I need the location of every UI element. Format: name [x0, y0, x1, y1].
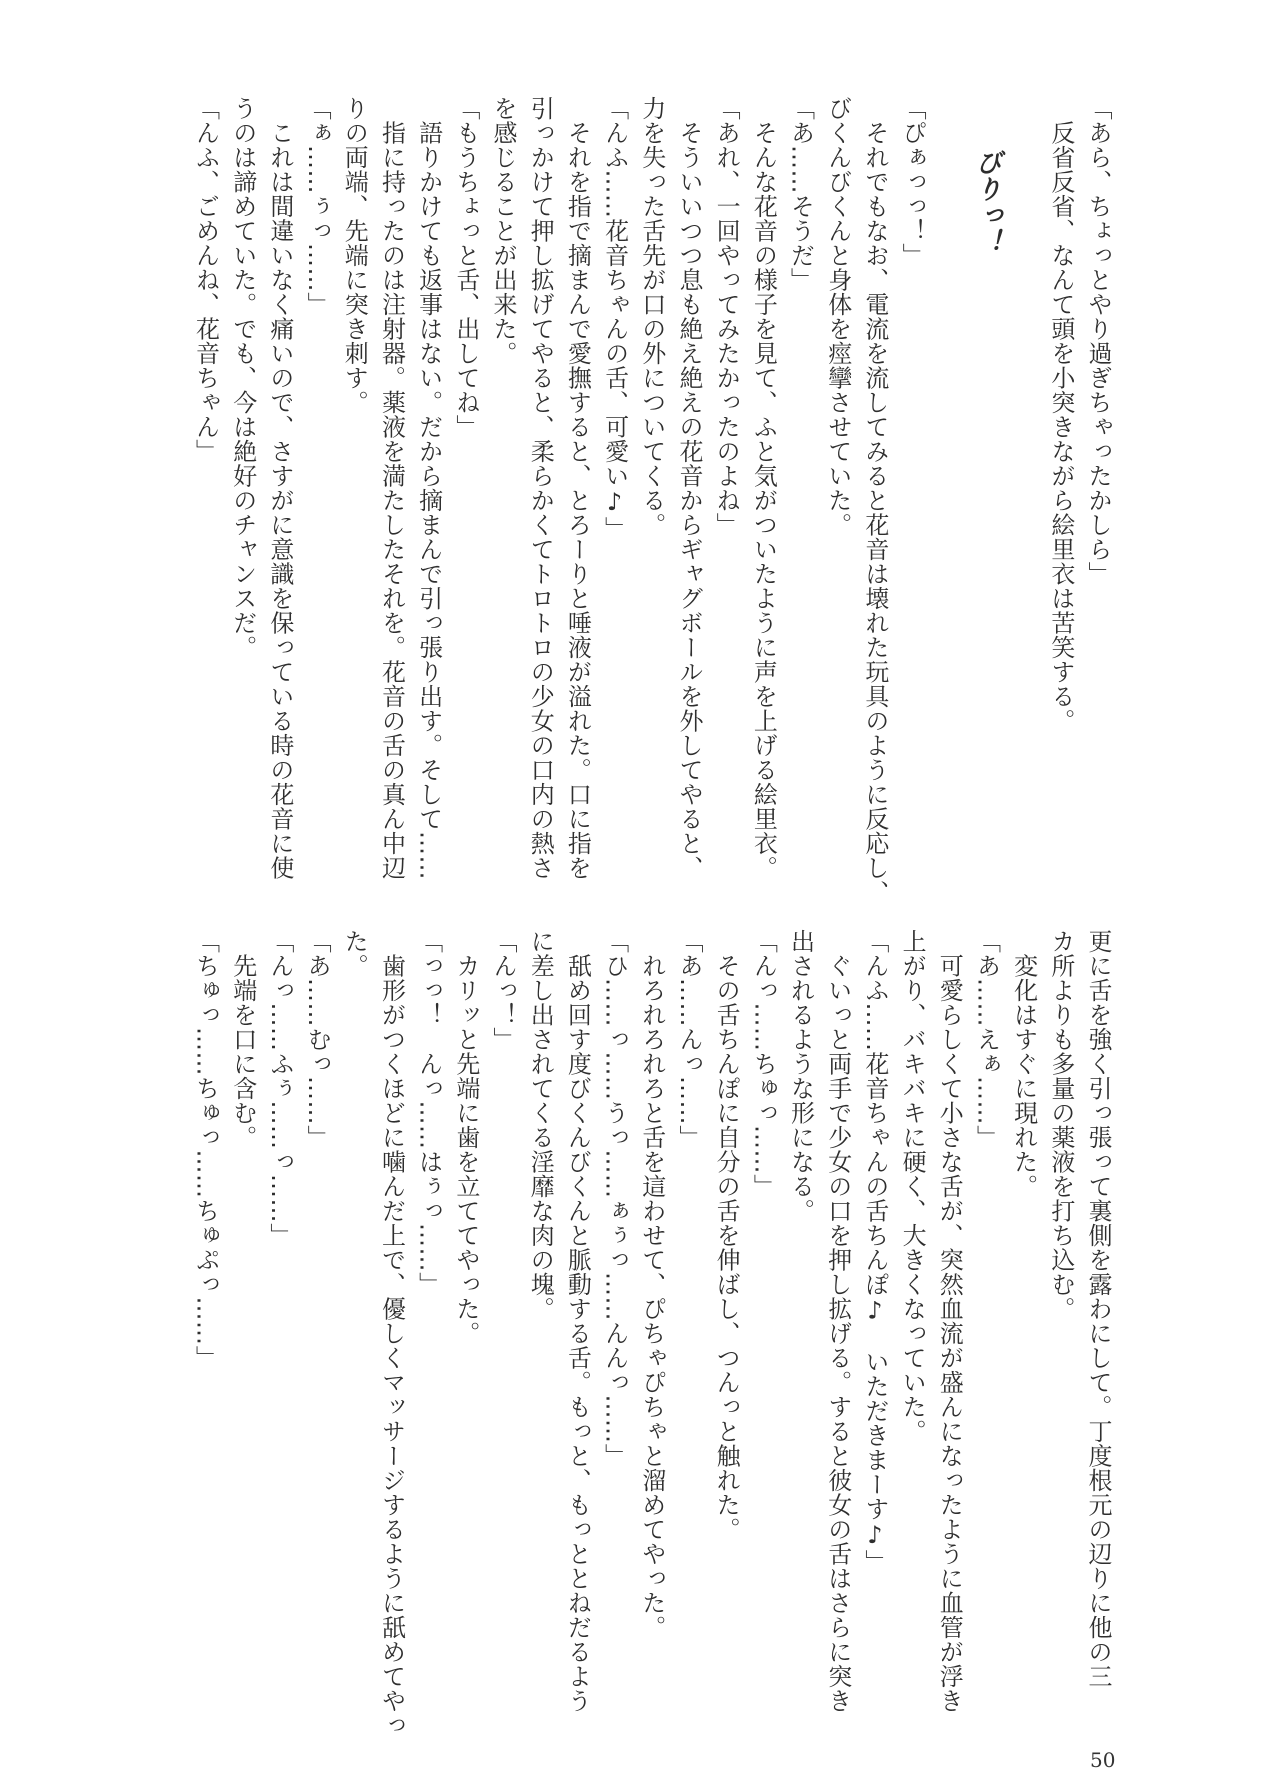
- text-line: 歯形がつくほどに噛んだ上で、優しくマッサージするように舐めてやっ: [377, 929, 406, 1738]
- text-line: れろれろれろと舌を這わせて、ぴちゃぴちゃと溜めてやった。: [637, 929, 666, 1640]
- text-line: 「んっ……ふぅ……っ……」: [265, 929, 294, 1248]
- text-line: 「あら、ちょっとやり過ぎちゃったかしら」: [1084, 96, 1112, 586]
- text-line: 更に舌を強く引っ張って裏側を露わにして。丁度根元の辺りに他の三: [1084, 929, 1112, 1689]
- text-line: 「んふ……花音ちゃんの舌、可愛い♪」: [600, 96, 629, 541]
- text-line: 上がり、バキバキに硬く、大きくなっていた。: [898, 929, 927, 1444]
- text-line: 「あ……むっ……」: [303, 929, 332, 1150]
- text-block-top: [186, 96, 1116, 905]
- text-line: その舌ちんぽに自分の舌を伸ばし、つんっと触れた。: [712, 929, 741, 1542]
- text-line: カリッと先端に歯を立ててやった。: [451, 929, 480, 1346]
- text-line: 舐め回す度びくんびくんと脈動する舌。もっと、もっととねだるよう: [563, 929, 592, 1713]
- text-line: 「あ……んっ……」: [674, 929, 703, 1150]
- text-line: うのは諦めていた。でも、今は絶好のチャンスだ。: [228, 96, 257, 660]
- text-line: そういいつつ息も絶え絶えの花音からギャグボールを外してやると、: [674, 96, 703, 880]
- blank-line: [1004, 96, 1041, 858]
- text-line: 語りかけても返事はない。だから摘まんで引っ張り出す。そして……: [414, 96, 443, 880]
- text-line: ぐいっと両手で少女の口を押し拡げる。すると彼女の舌はさらに突き: [823, 929, 852, 1713]
- text-line: を感じることが出来た。: [489, 96, 517, 366]
- text-line: 「ちゅっ……ちゅっ……ちゅぷっ……」: [191, 929, 220, 1370]
- text-line: これは間違いなく痛いので、さすがに意識を保っている時の花音に使: [265, 96, 294, 880]
- text-line: 反省反省、なんて頭を小突きながら絵里衣は苦笑する。: [1046, 96, 1075, 733]
- text-line: 「あ……そうだ」: [786, 96, 815, 292]
- blank-line: [930, 96, 967, 858]
- text-line: 引っかけて押し拡げてやると、柔らかくてトロトロの少女の口内の熱さ: [526, 96, 555, 880]
- text-line: それでもなお、電流を流してみると花音は壊れた玩具のように反応し、: [860, 96, 889, 905]
- text-line: 「ぴぁっっ！」: [898, 96, 927, 268]
- text-line: 「あ……えぁ……」: [972, 929, 1001, 1150]
- text-line: 先端を口に含む。: [228, 929, 257, 1150]
- text-line: 「ぁ……ぅっ……」: [303, 96, 332, 317]
- text-line: 「あれ、一回やってみたかったのよね」: [712, 96, 741, 537]
- text-line: 指に持ったのは注射器。薬液を満たしたそれを。花音の舌の真ん中辺: [377, 96, 406, 880]
- text-line: 「ひ……っ……うっ……ぁぅっ……んんっ……」: [600, 929, 629, 1468]
- sound-effect-line: びりっ！: [971, 96, 1002, 255]
- text-line: 「もうちょっと舌、出してね」: [451, 96, 480, 439]
- text-line: 「んふ、ごめんね、花音ちゃん」: [191, 96, 220, 464]
- text-line: りの両端、先端に突き刺す。: [340, 96, 369, 415]
- text-line: 出されるような形になる。: [786, 929, 815, 1223]
- text-line: カ所よりも多量の薬液を打ち込む。: [1046, 929, 1075, 1321]
- text-line: それを指で摘まんで愛撫すると、とろーりと唾液が溢れた。口に指を: [563, 96, 592, 880]
- text-block-bottom: [186, 929, 1116, 1738]
- page-number: 50: [1090, 1748, 1116, 1772]
- text-line: 変化はすぐに現れた。: [1009, 929, 1038, 1199]
- text-line: 「んっ！」: [489, 929, 517, 1052]
- text-line: 力を失った舌先が口の外についてくる。: [637, 96, 666, 537]
- text-line: た。: [340, 929, 369, 978]
- text-line: 「っっ！ んっ……はぅっ……」: [414, 929, 443, 1297]
- text-line: 「んふ……花音ちゃんの舌ちんぽ♪ いただきまーす♪」: [860, 929, 889, 1574]
- text-line: に差し出されてくる淫靡な肉の塊。: [526, 929, 555, 1321]
- text-line: 「んっ……ちゅっ……」: [749, 929, 778, 1199]
- text-line: びくんびくんと身体を痙攣させていた。: [823, 96, 852, 537]
- text-line: 可愛らしくて小さな舌が、突然血流が盛んになったように血管が浮き: [935, 929, 964, 1713]
- text-line: そんな花音の様子を見て、ふと気がついたように声を上げる絵里衣。: [749, 96, 778, 880]
